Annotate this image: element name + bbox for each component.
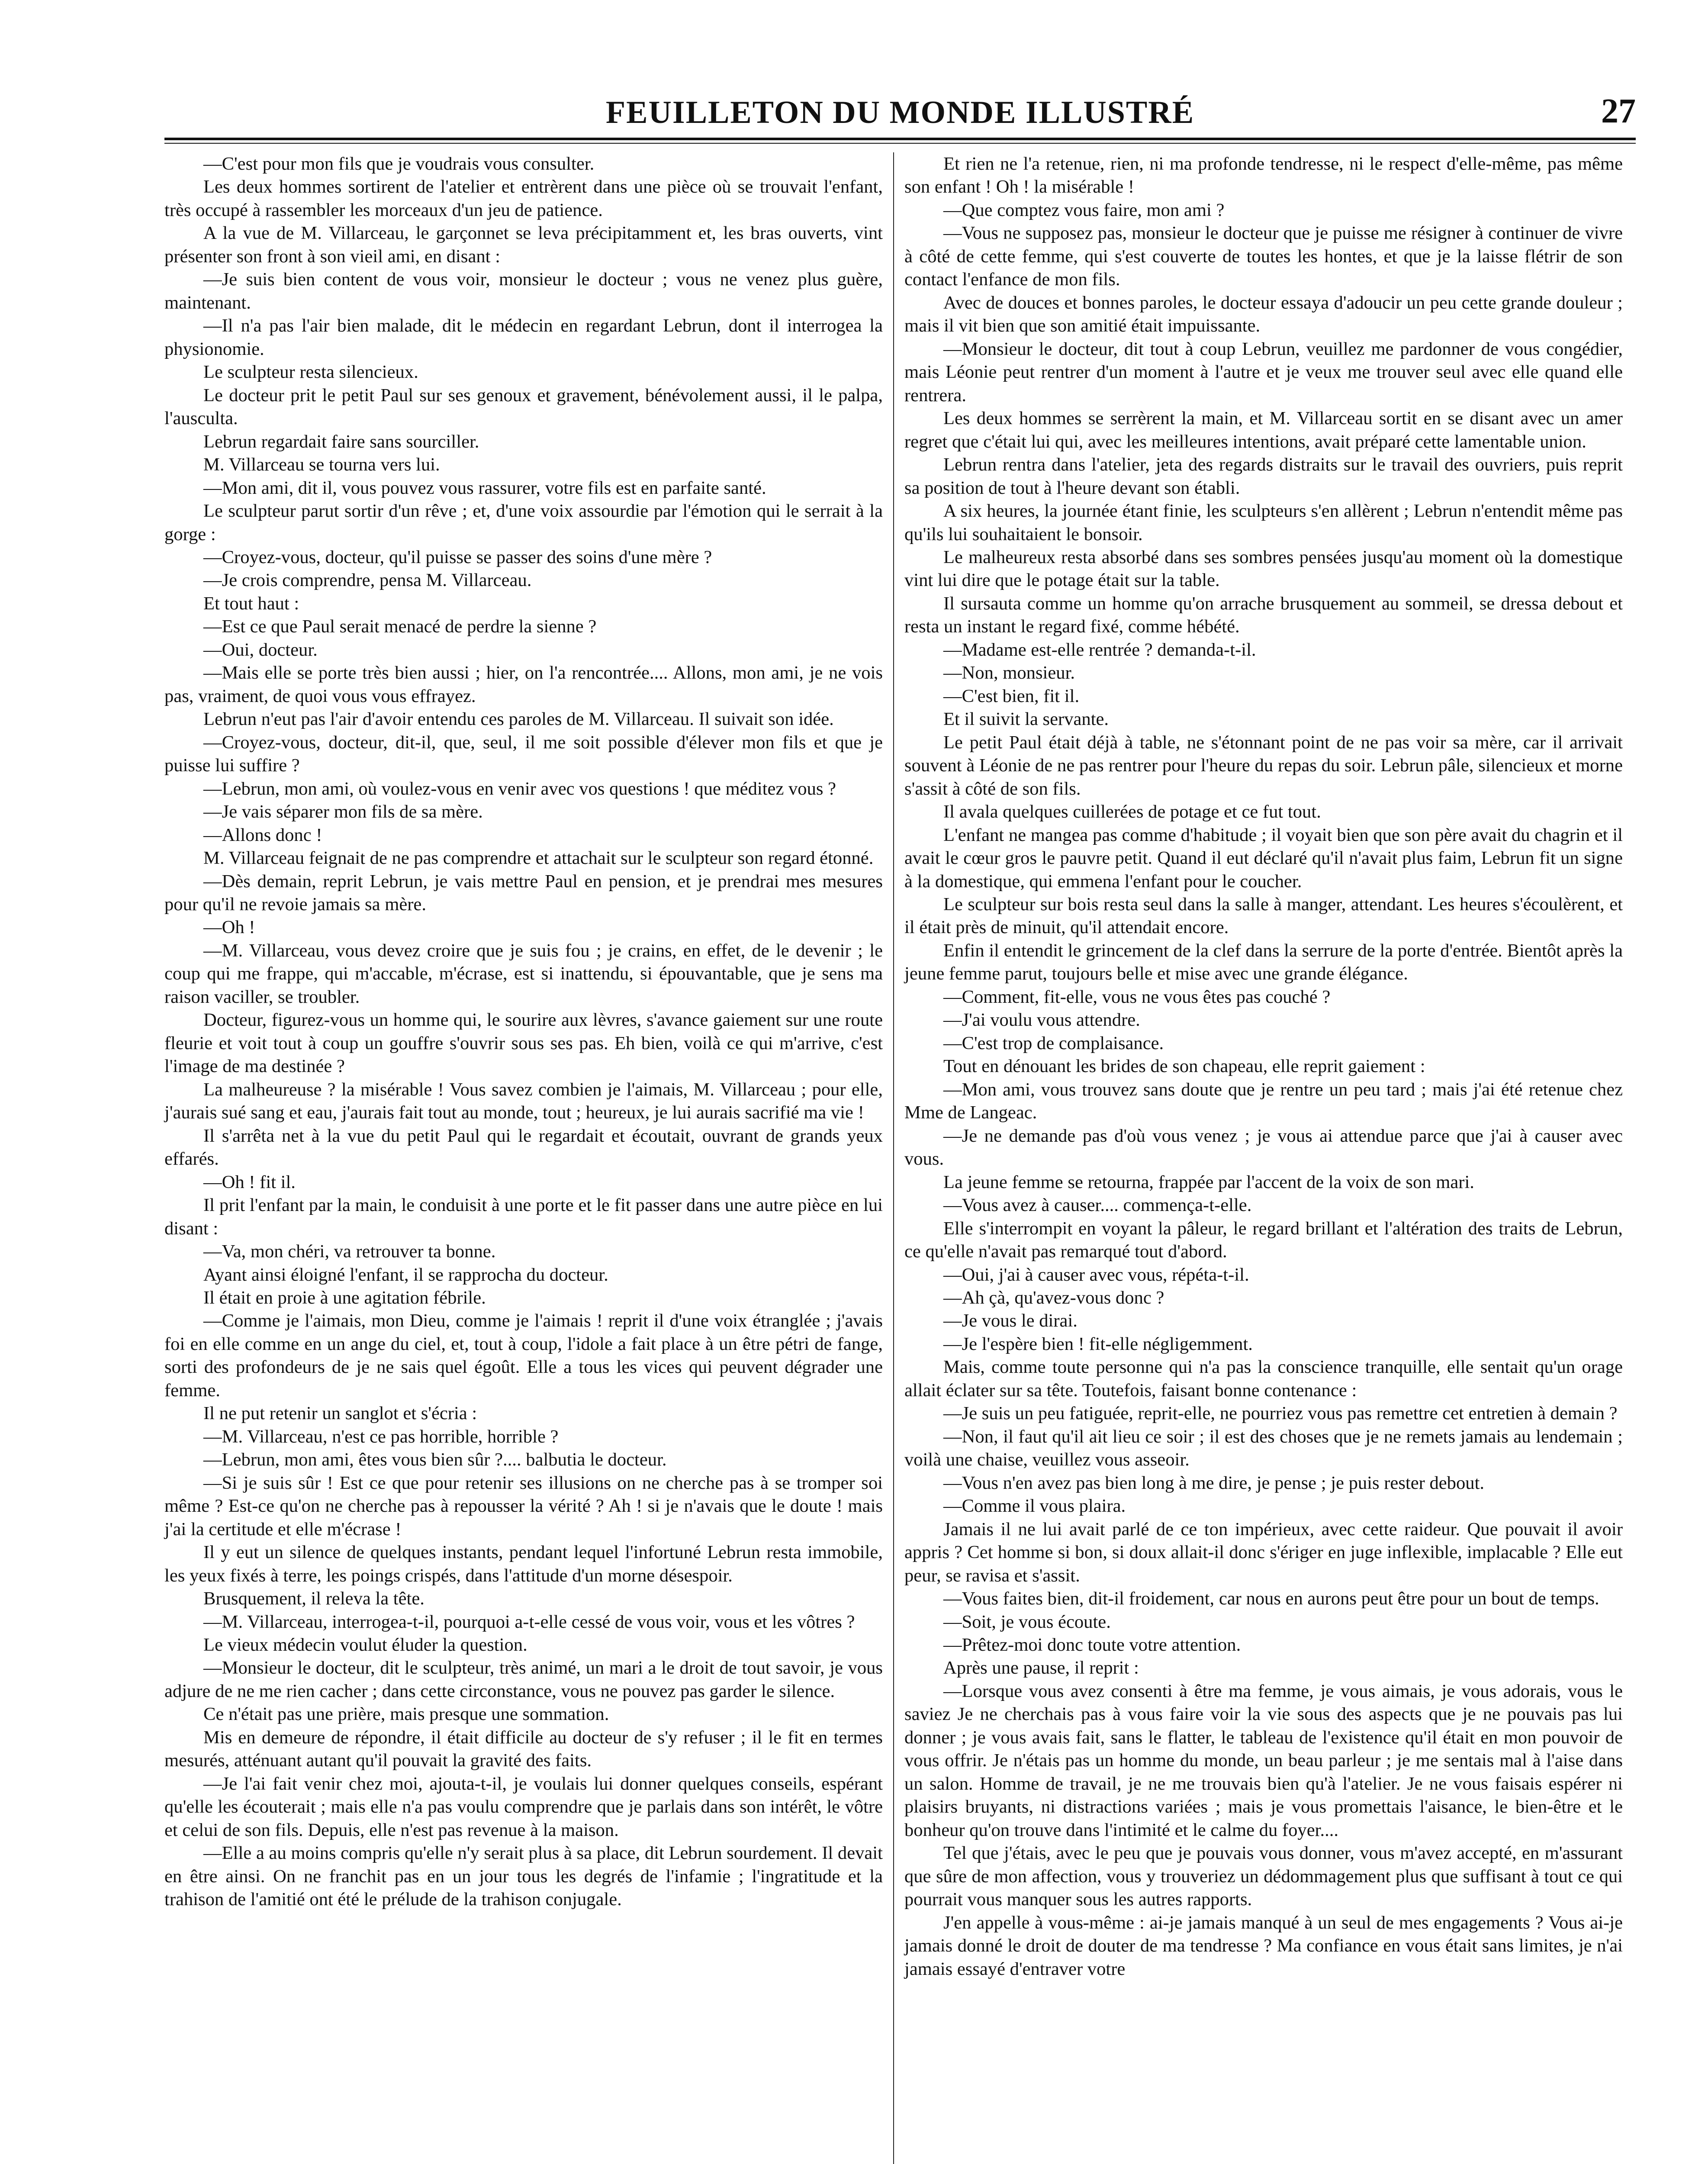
paragraph: M. Villarceau se tourna vers lui. — [203, 454, 440, 475]
paragraph: —Oh ! — [203, 917, 255, 938]
paragraph: Il prit l'enfant par la main, le conduisit à une porte et le fit passer dans une autre pièce en lui disant : — [164, 1195, 883, 1239]
paragraph: —Madame est-elle rentrée ? demanda-t-il. — [943, 639, 1256, 660]
paragraph: —Il n'a pas l'air bien malade, dit le médecin en regardant Lebrun, dont il interrogea la physionomie. — [164, 316, 883, 359]
paragraph: —Mon ami, dit il, vous pouvez vous rassurer, votre fils est en parfaite santé. — [203, 477, 766, 498]
paragraph: —Que comptez vous faire, mon ami ? — [943, 200, 1225, 220]
right-column — [904, 152, 1623, 1980]
page-header — [164, 87, 1636, 138]
paragraph: Après une pause, il reprit : — [943, 1658, 1139, 1678]
paragraph: —Lorsque vous avez consenti à être ma femme, je vous aimais, je vous adorais, vous le saviez Je ne cherchais pas à vous faire voir la vie sous des aspects que je ne pouvais pas lui donner ; je vous avais fait, sans le flatter, le tableau de l'existence qu'il était en mon pouvoir de vous offrir. Je n'étais pas un homme du monde, un beau parleur ; je me sentais mal à l'aise dans un salon. Homme de travail, je ne me trouvais bien qu'à l'atelier. Je ne vous faisais espérer ni plaisirs bruyants, ni distractions variées ; mais je vous promettais l'aisance, le bien-être et le bonheur qu'on trouve dans l'intimité et le calme du foyer.... — [904, 1681, 1623, 1840]
paragraph: —M. Villarceau, n'est ce pas horrible, horrible ? — [203, 1426, 559, 1447]
header-rule-thin — [164, 143, 1636, 144]
paragraph: —Mais elle se porte très bien aussi ; hier, on l'a rencontrée.... Allons, mon ami, je ne vois pas, vraiment, de quoi vous vous effrayez. — [164, 663, 883, 706]
paragraph: Tel que j'étais, avec le peu que je pouvais vous donner, vous m'avez accepté, en m'assurant que sûre de mon affection, vous y trouveriez un dédommagement plus que suffisant à tout ce qui pourrait vous manquer sous les autres rapports. — [904, 1843, 1623, 1910]
paragraph: Lebrun regardait faire sans sourciller. — [203, 431, 479, 452]
paragraph: —Comme je l'aimais, mon Dieu, comme je l'aimais ! reprit il d'une voix étranglée ; j'avais foi en elle comme en un ange du ciel, et, tout à coup, l'idole a fait place à un être pétri de fange, sorti des profondeurs de je ne sais quel égoût. Elle a tous les vices qui peuvent dégrader une femme. — [164, 1311, 883, 1401]
paragraph: Il était en proie à une agitation fébrile. — [203, 1287, 486, 1308]
paragraph: Lebrun n'eut pas l'air d'avoir entendu ces paroles de M. Villarceau. Il suivait son idée. — [203, 709, 834, 730]
paragraph: —Elle a au moins compris qu'elle n'y serait plus à sa place, dit Lebrun sourdement. Il devait en être ainsi. On ne franchit pas en un jour tous les degrés de l'infamie ; l'ingratitude et la trahison de l'amitié ont été le prélude de la trahison conjugale. — [164, 1843, 883, 1910]
paragraph: —Monsieur le docteur, dit le sculpteur, très animé, un mari a le droit de tout savoir, je vous adjure de ne me rien cacher ; dans cette circonstance, vous ne pouvez pas garder le silence. — [164, 1658, 883, 1701]
paragraph: A six heures, la journée étant finie, les sculpteurs s'en allèrent ; Lebrun n'entendit même pas qu'ils lui souhaitaient le bonsoir. — [904, 501, 1623, 544]
paragraph: —Non, il faut qu'il ait lieu ce soir ; il est des choses que je ne remets jamais au lendemain ; voilà une chaise, veuillez vous asseoir. — [904, 1426, 1623, 1470]
paragraph: Il sursauta comme un homme qu'on arrache brusquement au sommeil, se dressa debout et resta un instant le regard fixé, comme hébété. — [904, 593, 1623, 637]
paragraph: —Lebrun, mon ami, où voulez-vous en venir avec vos questions ! que méditez vous ? — [203, 778, 836, 799]
paragraph: Mis en demeure de répondre, il était difficile au docteur de s'y refuser ; il le fit en termes mesurés, atténuant autant qu'il pouvait la gravité des faits. — [164, 1727, 883, 1771]
paragraph: —Je suis un peu fatiguée, reprit-elle, ne pourriez vous pas remettre cet entretien à demain ? — [943, 1403, 1618, 1424]
paragraph: —Lebrun, mon ami, êtes vous bien sûr ?.... balbutia le docteur. — [203, 1449, 667, 1470]
paragraph: —M. Villarceau, interrogea-t-il, pourquoi a-t-elle cessé de vous voir, vous et les vôtres ? — [203, 1611, 855, 1632]
paragraph: —Va, mon chéri, va retrouver ta bonne. — [203, 1241, 496, 1262]
paragraph: Lebrun rentra dans l'atelier, jeta des regards distraits sur le travail des ouvriers, puis reprit sa position de tout à l'heure devant son établi. — [904, 454, 1623, 498]
paragraph: Les deux hommes se serrèrent la main, et M. Villarceau sortit en se disant avec un amer regret que c'était lui qui, avec les meilleures intentions, avait préparé cette lamentable union. — [904, 408, 1623, 452]
paragraph: —Vous faites bien, dit-il froidement, car nous en aurons peut être pour un bout de temps. — [943, 1588, 1599, 1609]
paragraph: —Dès demain, reprit Lebrun, je vais mettre Paul en pension, et je prendrai mes mesures pour qu'il ne revoie jamais sa mère. — [164, 871, 883, 915]
paragraph: Le vieux médecin voulut éluder la question. — [203, 1635, 528, 1655]
paragraph: Brusquement, il releva la tête. — [203, 1588, 425, 1609]
paragraph: Ayant ainsi éloigné l'enfant, il se rapprocha du docteur. — [203, 1264, 608, 1285]
paragraph: —Allons donc ! — [203, 824, 322, 845]
paragraph: Le sculpteur parut sortir d'un rêve ; et, d'une voix assourdie par l'émotion qui le serrait à la gorge : — [164, 501, 883, 544]
paragraph: Avec de douces et bonnes paroles, le docteur essaya d'adoucir un peu cette grande douleur ; mais il vit bien que son amitié était impuissante. — [904, 292, 1623, 336]
paragraph: —Comment, fit-elle, vous ne vous êtes pas couché ? — [943, 986, 1331, 1007]
paragraph: —Ah çà, qu'avez-vous donc ? — [943, 1287, 1164, 1308]
left-column — [164, 152, 883, 1911]
paragraph: —Comme il vous plaira. — [943, 1496, 1126, 1517]
paragraph: Il avala quelques cuillerées de potage et ce fut tout. — [943, 802, 1321, 822]
paragraph: Docteur, figurez-vous un homme qui, le sourire aux lèvres, s'avance gaiement sur une route fleurie et voit tout à coup un gouffre s'ouvrir sous ses pas. Eh bien, voilà ce qui m'arrive, c'est l'image de ma destinée ? — [164, 1010, 883, 1077]
paragraph: —Mon ami, vous trouvez sans doute que je rentre un peu tard ; mais j'ai été retenue chez Mme de Langeac. — [904, 1079, 1623, 1123]
paragraph: —Croyez-vous, docteur, qu'il puisse se passer des soins d'une mère ? — [203, 547, 712, 567]
paragraph: A la vue de M. Villarceau, le garçonnet se leva précipitamment et, les bras ouverts, vint présenter son front à son vieil ami, en disant : — [164, 223, 883, 267]
paragraph: —Est ce que Paul serait menacé de perdre la sienne ? — [203, 616, 597, 637]
feuilleton-title: FEUILLETON DU MONDE ILLUSTRÉ — [605, 95, 1195, 130]
paragraph: —Non, monsieur. — [943, 663, 1075, 683]
paragraph: Le sculpteur sur bois resta seul dans la salle à manger, attendant. Les heures s'écoulèrent, et il était près de minuit, qu'il attendait encore. — [904, 894, 1623, 938]
paragraph: —Oui, j'ai à causer avec vous, répéta-t-il. — [943, 1264, 1249, 1285]
paragraph: Elle s'interrompit en voyant la pâleur, le regard brillant et l'altération des traits de Lebrun, ce qu'elle n'avait pas remarqué tout d'abord. — [904, 1218, 1623, 1262]
paragraph: —Vous ne supposez pas, monsieur le docteur que je puisse me résigner à continuer de vivre à côté de cette femme, qui s'est couverte de toutes les hontes, et que je la laisse flétrir de son contact l'enfance de mon fils. — [904, 223, 1623, 290]
paragraph: Le sculpteur resta silencieux. — [203, 362, 418, 383]
header-rule-thick — [164, 138, 1636, 140]
paragraph: Il s'arrêta net à la vue du petit Paul qui le regardait et écoutait, ouvrant de grands yeux effarés. — [164, 1125, 883, 1169]
paragraph: Il ne put retenir un sanglot et s'écria : — [203, 1403, 477, 1424]
paragraph: Tout en dénouant les brides de son chapeau, elle reprit gaiement : — [943, 1056, 1425, 1077]
paragraph: Mais, comme toute personne qui n'a pas la conscience tranquille, elle sentait qu'un orage allait éclater sur sa tête. Toutefois, faisant bonne contenance : — [904, 1357, 1623, 1401]
paragraph: —Si je suis sûr ! Est ce que pour retenir ses illusions on ne cherche pas à se tromper soi même ? Est-ce qu'on ne cherche pas à repousser la vérité ? Ah ! si je n'avais que le doute ! mais j'ai la certitude et elle m'écrase ! — [164, 1472, 883, 1539]
paragraph: —Soit, je vous écoute. — [943, 1611, 1111, 1632]
paragraph: La malheureuse ? la misérable ! Vous savez combien je l'aimais, M. Villarceau ; pour elle, j'aurais sué sang et eau, j'aurais fait tout au monde, tout ; heureux, je lui aurais sacrifié ma vie ! — [164, 1079, 883, 1123]
paragraph: —C'est bien, fit il. — [943, 686, 1080, 706]
paragraph: Le docteur prit le petit Paul sur ses genoux et gravement, bénévolement aussi, il le palpa, l'ausculta. — [164, 385, 883, 429]
paragraph: Enfin il entendit le grincement de la clef dans la serrure de la porte d'entrée. Bientôt après la jeune femme parut, toujours belle et mise avec une grande élégance. — [904, 940, 1623, 984]
paragraph: —Vous n'en avez pas bien long à me dire, je pense ; je puis rester debout. — [943, 1472, 1485, 1493]
paragraph: —Je vous le dirai. — [943, 1311, 1078, 1331]
paragraph: —C'est pour mon fils que je voudrais vous consulter. — [203, 154, 595, 174]
paragraph: —J'ai voulu vous attendre. — [943, 1010, 1140, 1030]
paragraph: Et il suivit la servante. — [943, 709, 1109, 730]
paragraph: —Croyez-vous, docteur, dit-il, que, seul, il me soit possible d'élever mon fils et que je puisse lui suffire ? — [164, 732, 883, 776]
paragraph: La jeune femme se retourna, frappée par l'accent de la voix de son mari. — [943, 1172, 1474, 1192]
paragraph: —Je ne demande pas d'où vous venez ; je vous ai attendue parce que j'ai à causer avec vous. — [904, 1125, 1623, 1169]
paragraph: Il y eut un silence de quelques instants, pendant lequel l'infortuné Lebrun resta immobile, les yeux fixés à terre, les poings crispés, dans l'attitude d'un morne désespoir. — [164, 1542, 883, 1586]
paragraph: Le malheureux resta absorbé dans ses sombres pensées jusqu'au moment où la domestique vint lui dire que le potage était sur la table. — [904, 547, 1623, 591]
paragraph: —Je suis bien content de vous voir, monsieur le docteur ; vous ne venez plus guère, maintenant. — [164, 269, 883, 313]
paragraph: —Vous avez à causer.... commença-t-elle. — [943, 1195, 1252, 1216]
paragraph: Les deux hommes sortirent de l'atelier et entrèrent dans une pièce où se trouvait l'enfant, très occupé à rassembler les morceaux d'un jeu de patience. — [164, 177, 883, 220]
paragraph: —Je l'ai fait venir chez moi, ajouta-t-il, je voulais lui donner quelques conseils, espérant qu'elle les écouterait ; mais elle n'a pas voulu comprendre que je parlais dans son intérêt, le vôtre et celui de son fils. Depuis, elle n'est pas revenue à la maison. — [164, 1773, 883, 1840]
paragraph: —Oh ! fit il. — [203, 1172, 296, 1192]
paragraph: Jamais il ne lui avait parlé de ce ton impérieux, avec cette raideur. Que pouvait il avoir appris ? Cet homme si bon, si doux allait-il donc s'ériger en juge inflexible, implacable ? Elle eut peur, se ravisa et s'assit. — [904, 1519, 1623, 1586]
paragraph: —Oui, docteur. — [203, 639, 318, 660]
paragraph: —Prêtez-moi donc toute votre attention. — [943, 1635, 1241, 1655]
paragraph: —C'est trop de complaisance. — [943, 1033, 1164, 1053]
paragraph: —Monsieur le docteur, dit tout à coup Lebrun, veuillez me pardonner de vous congédier, mais Léonie peut rentrer d'un moment à l'autre et je veux me trouver seul avec elle quand elle rentrera. — [904, 338, 1623, 406]
paragraph: —Je crois comprendre, pensa M. Villarceau. — [203, 570, 532, 591]
paragraph: —Je l'espère bien ! fit-elle négligemment. — [943, 1333, 1253, 1354]
paragraph: L'enfant ne mangea pas comme d'habitude ; il voyait bien que son père avait du chagrin et il avait le cœur gros le pauvre petit. Quand il eut déclaré qu'il n'avait plus faim, Lebrun fit un signe à la domestique, qui emmena l'enfant pour le coucher. — [904, 824, 1623, 892]
paragraph: Ce n'était pas une prière, mais presque une sommation. — [203, 1704, 609, 1725]
column-divider — [893, 152, 894, 2164]
paragraph: M. Villarceau feignait de ne pas comprendre et attachait sur le sculpteur son regard étonné. — [203, 848, 874, 869]
paragraph: Et tout haut : — [203, 593, 299, 614]
paragraph: Et rien ne l'a retenue, rien, ni ma profonde tendresse, ni le respect d'elle-même, pas même son enfant ! Oh ! la misérable ! — [904, 154, 1623, 197]
paragraph: Le petit Paul était déjà à table, ne s'étonnant point de ne pas voir sa mère, car il arrivait souvent à Léonie de ne pas rentrer pour l'heure du repas du soir. Lebrun pâle, silencieux et morne s'assit à côté de son fils. — [904, 732, 1623, 799]
paragraph: J'en appelle à vous-même : ai-je jamais manqué à un seul de mes engagements ? Vous ai-je jamais donné le droit de douter de ma tendresse ? Ma confiance en vous était sans limites, je n'ai jamais essayé d'entraver votre — [904, 1912, 1623, 1979]
paragraph: —Je vais séparer mon fils de sa mère. — [203, 802, 483, 822]
paragraph: —M. Villarceau, vous devez croire que je suis fou ; je crains, en effet, de le devenir ; le coup qui me frappe, qui m'accable, m'écrase, est si inattendu, si épouvantable, que je sens ma raison vaciller, se troubler. — [164, 940, 883, 1007]
page-number: 27 — [1601, 92, 1636, 130]
